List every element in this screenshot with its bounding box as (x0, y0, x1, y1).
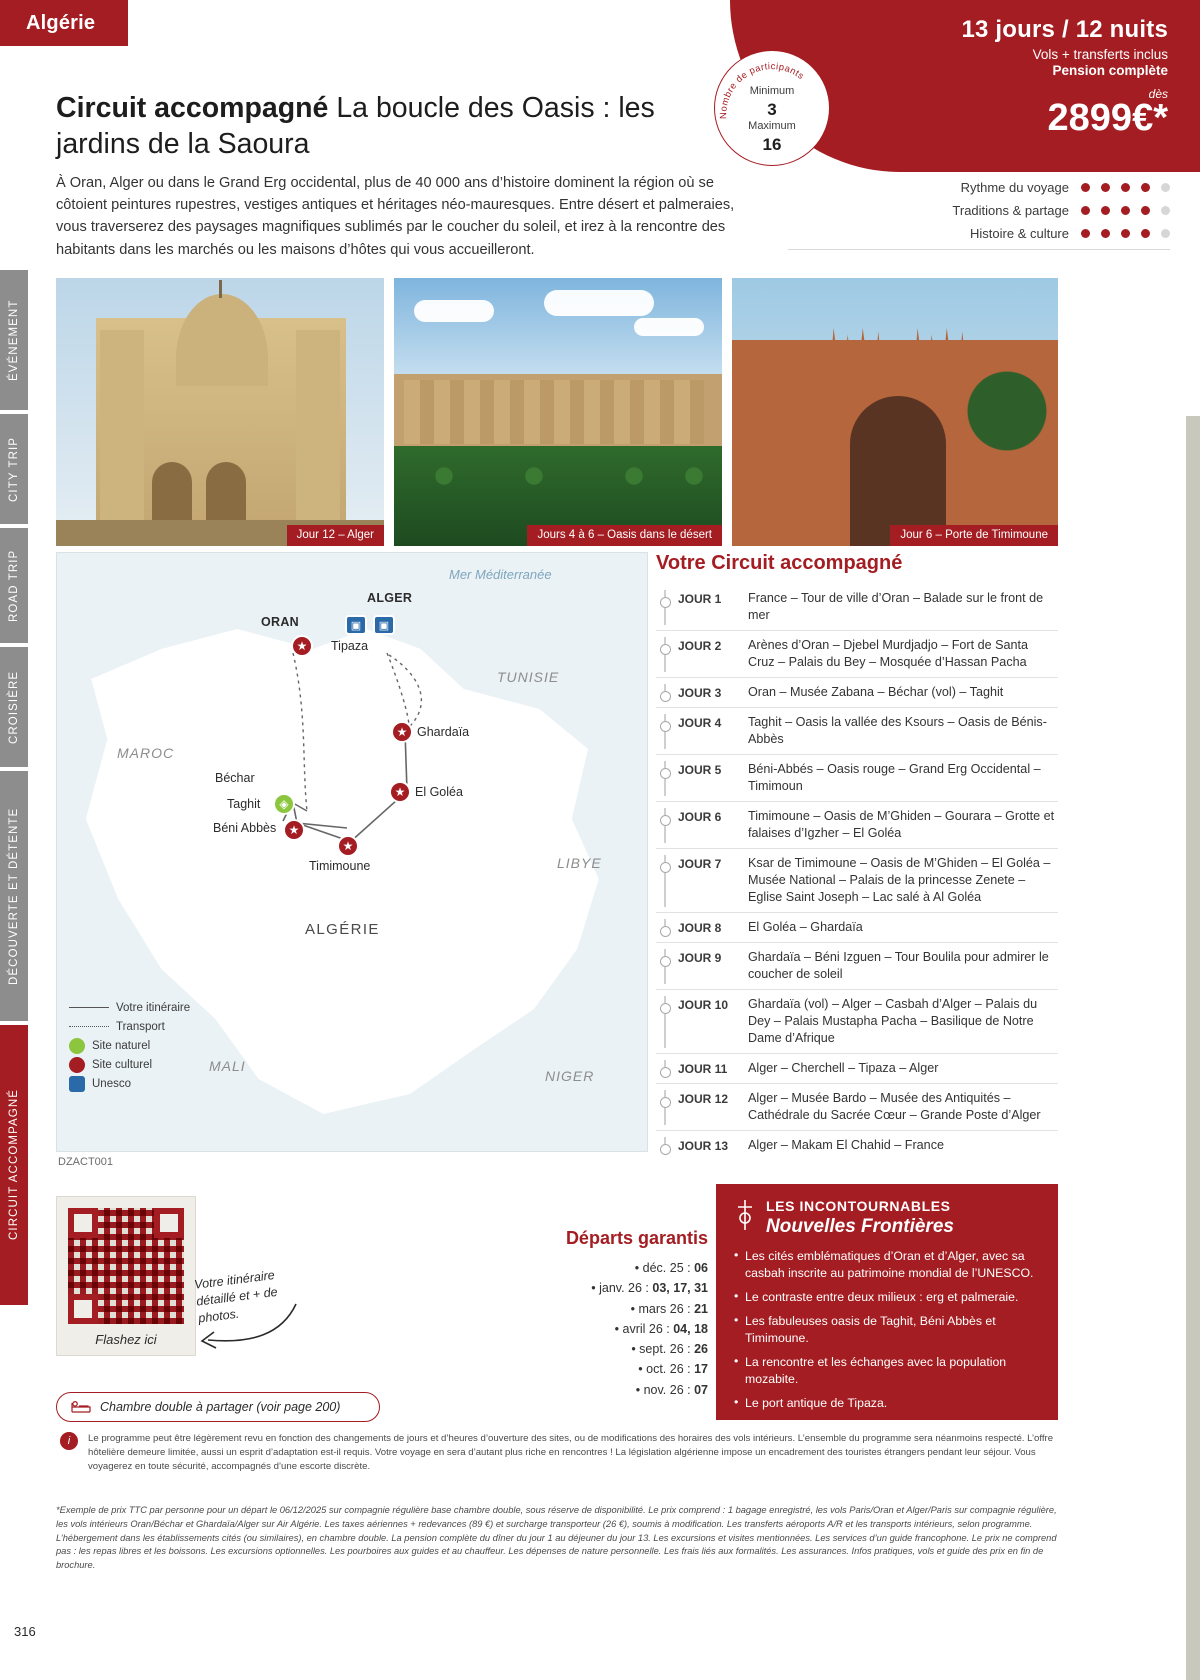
map-pin-elgolea[interactable]: ★ (389, 781, 411, 803)
unesco-icon (69, 1076, 85, 1092)
departures-title: Départs garantis (565, 1228, 708, 1248)
rating-dots (1081, 229, 1170, 238)
highlights-panel (716, 1184, 1058, 1420)
info-icon: i (60, 1432, 78, 1450)
itinerary-row: JOUR 6 Timimoune – Oasis de M’Ghiden – Gourara – Grotte et falaises d’Igzher – El Goléa (656, 802, 1058, 849)
stamp-values (715, 85, 829, 155)
map-pin-ghardaia[interactable]: ★ (391, 721, 413, 743)
day-bullet-icon (656, 637, 672, 671)
qr-handwritten-note: Votre itinéraire détaillé et + de photos. (193, 1268, 279, 1326)
red-pin-icon (69, 1057, 85, 1073)
legend-row-culturel: Site culturel (69, 1055, 249, 1074)
legend-row-itineraire: Votre itinéraire (69, 998, 249, 1017)
highlight-item: • Les cités emblématiques d’Oran et d’Alger, avec sa casbah inscrite au patrimoine mondial de l’UNESCO. (734, 1248, 1040, 1282)
program-note: Le programme peut être légèrement revu en fonction des changements de jours et d’heures d’ouverture des sites, ou de modifications des horaires des vols intérieurs. L’ensemble du programme sera néanmoins respecté. L’offre hôtelière demeure limitée, aussi un esprit d’adaptation est-il requis. Votre voyage en sera d’autant plus riche en rencontres ! La législation algérienne impose un encadrement des touristes étrangers pendant leur séjour. Vous voyagerez en toute sécurité, accompagnés d’une escorte discrète. (88, 1433, 1054, 1472)
map-pin-beni-abbes[interactable]: ★ (283, 819, 305, 841)
map-label-tunisie: TUNISIE (497, 669, 560, 685)
page-title-strong: Circuit accompagné (56, 92, 329, 124)
qr-flash-label: Flashez ici (95, 1332, 157, 1347)
rail-item-roadtrip[interactable]: ROAD TRIP (0, 528, 28, 643)
highlights-brand: Nouvelles Frontières (766, 1216, 954, 1237)
itinerary-row: JOUR 9 Ghardaïa – Béni Izguen – Tour Boulila pour admirer le coucher de soleil (656, 943, 1058, 990)
rating-row (788, 176, 1170, 199)
map-legend (69, 998, 249, 1093)
stamp-max-value: 16 (762, 134, 782, 154)
itinerary-row: JOUR 8 El Goléa – Ghardaïa (656, 913, 1058, 943)
photo-timimoune (732, 278, 1058, 546)
rating-label: Rythme du voyage (960, 180, 1069, 195)
map-city-alger: ALGER (367, 591, 413, 605)
departure-row: • sept. 26 : 26 (631, 1342, 708, 1356)
day-bullet-icon (656, 919, 672, 936)
rail-item-evenement[interactable]: ÉVÉNEMENT (0, 270, 28, 410)
map-label-libye: LIBYE (557, 855, 602, 871)
itinerary-title: Votre Circuit accompagné (656, 552, 903, 574)
compass-icon (734, 1198, 756, 1232)
photo-alger (56, 278, 384, 546)
day-bullet-icon (656, 996, 672, 1047)
day-bullet-icon (656, 714, 672, 748)
map-city-timimoune: Timimoune (309, 859, 371, 873)
map-city-taghit: Taghit (227, 797, 261, 811)
map-city-elgolea: El Goléa (415, 785, 463, 799)
map-city-tipaza: Tipaza (331, 639, 369, 653)
day-bullet-icon (656, 590, 672, 624)
country-tab: Algérie (0, 0, 128, 46)
rating-row (788, 222, 1170, 245)
map-label-niger: NIGER (545, 1068, 595, 1084)
departure-row: • déc. 25 : 06 (634, 1261, 708, 1275)
map-pin-timimoune[interactable]: ★ (337, 835, 359, 857)
rating-dots (1081, 206, 1170, 215)
qr-arrow-icon (186, 1300, 306, 1356)
itinerary-row: JOUR 3 Oran – Musée Zabana – Béchar (vol) – Taghit (656, 678, 1058, 708)
svg-text:Nombre de participants: Nombre de participants (718, 61, 807, 120)
map-pin-unesco-tipaza[interactable]: ▣ (345, 615, 367, 635)
itinerary-list (656, 584, 1058, 1160)
highlight-item: • Le contraste entre deux milieux : erg et palmeraie. (734, 1289, 1040, 1306)
legend-row-transport: Transport (69, 1017, 249, 1036)
participants-stamp (714, 50, 830, 166)
day-bullet-icon (656, 761, 672, 795)
highlights-list (734, 1248, 1040, 1412)
map-city-ghardaia: Ghardaïa (417, 725, 470, 739)
departure-row: • mars 26 : 21 (630, 1301, 708, 1316)
photo-strip (56, 278, 1058, 546)
highlights-kicker: LES INCONTOURNABLES (766, 1198, 951, 1214)
itinerary-row: JOUR 11 Alger – Cherchell – Tipaza – Alger (656, 1054, 1058, 1084)
itinerary-row: JOUR 2 Arènes d’Oran – Djebel Murdjadjo – Fort de Santa Cruz – Palais du Bey – Mosquée d’Hassan Pacha (656, 631, 1058, 678)
stamp-max-label: Maximum (748, 120, 796, 132)
stamp-min-value: 3 (767, 99, 777, 119)
departure-row: • oct. 26 : 17 (638, 1362, 708, 1377)
qr-code[interactable] (68, 1208, 184, 1324)
day-bullet-icon (656, 1090, 672, 1124)
stamp-min-label: Minimum (749, 85, 795, 97)
map-sea-label: Mer Méditerranée (449, 567, 552, 582)
itinerary-row: JOUR 1 France – Tour de ville d’Oran – Balade sur le front de mer (656, 584, 1058, 631)
shared-room-label: Chambre double à partager (voir page 200) (100, 1400, 341, 1414)
departure-row: • nov. 26 : 07 (635, 1382, 708, 1397)
rating-label: Histoire & culture (970, 226, 1069, 241)
legal-note: *Exemple de prix TTC par personne pour un départ le 06/12/2025 sur compagnie régulière base chambre double, sous réserve de disponibilité. Le prix comprend : 1 bagage enregistré, les vols Paris/Oran et Alger/Paris sur compagnie régulière, les vols intérieurs Oran/Béchar et Ghardaïa/Alger sur Air Algérie. Les taxes aériennes + redevances (89 €) et surcharge transporteur (26 €), soumis à modification. Les transferts aéroports A/R et les transports intérieurs, selon programme. L’hébergement dans les établissements cités (ou similaires), en chambre double. La pension complète du dîner du jour 1 au déjeuner du jour 13. Les excursions et visites mentionnées. Les services d’un guide francophone. Le prix ne comprend pas : les repas libres et les boissons. Les excursions optionnelles. Les pourboires aux guides et au chauffeur. Les dépenses de nature personnelle. Les frais liés aux formalités. Les assurances. Infos pratiques, vols et guide des prix en fin de brochure. (56, 1505, 1057, 1570)
departures-list (488, 1258, 708, 1400)
itinerary-row: JOUR 13 Alger – Makam El Chahid – France (656, 1131, 1058, 1160)
day-bullet-icon (656, 1137, 672, 1154)
page-right-edge (1186, 416, 1200, 1680)
highlight-item: • La rencontre et les échanges avec la population mozabite. (734, 1354, 1040, 1388)
ratings (788, 176, 1170, 245)
board-label: Pension complète (1052, 63, 1168, 78)
photo-oasis (394, 278, 722, 546)
itinerary-row: JOUR 12 Alger – Musée Bardo – Musée des Antiquités – Cathédrale du Sacrée Cœur – Grande Poste d’Alger (656, 1084, 1058, 1131)
day-bullet-icon (656, 1060, 672, 1077)
photo-caption: Jours 4 à 6 – Oasis dans le désert (527, 525, 722, 546)
rail-item-citytrip[interactable]: CITY TRIP (0, 414, 28, 524)
rating-dots (1081, 183, 1170, 192)
itinerary-map[interactable] (56, 552, 648, 1152)
page-number: 316 (14, 1624, 36, 1639)
highlight-item: • Les fabuleuses oasis de Taghit, Béni Abbès et Timimoune. (734, 1313, 1040, 1347)
duration-label: 13 jours / 12 nuits (961, 16, 1168, 43)
page-title (56, 90, 716, 163)
green-pin-icon (69, 1038, 85, 1054)
legend-row-unesco: Unesco (69, 1074, 249, 1093)
map-city-bechar: Béchar (215, 771, 255, 785)
price-value: 2899€* (1047, 97, 1168, 139)
page-title-rest: La boucle des Oasis : les jardins de la Saoura (56, 92, 655, 161)
itinerary-row: JOUR 10 Ghardaïa (vol) – Alger – Casbah d’Alger – Palais du Dey – Palais Mustapha Pacha – Basilique de Notre Dame d’Afrique (656, 990, 1058, 1054)
departure-row: • janv. 26 : 03, 17, 31 (591, 1281, 708, 1296)
photo-caption: Jour 12 – Alger (287, 525, 384, 546)
rail-item-decouverte[interactable]: DÉCOUVERTE ET DÉTENTE (0, 771, 28, 1021)
map-label-mali: MALI (209, 1058, 246, 1074)
itinerary-row: JOUR 4 Taghit – Oasis la vallée des Ksours – Oasis de Bénis-Abbès (656, 708, 1058, 755)
map-city-beni-abbes: Béni Abbès (213, 821, 277, 835)
map-pin-oran[interactable]: ★ (291, 635, 313, 657)
rating-label: Traditions & partage (952, 203, 1069, 218)
map-label-algerie: ALGÉRIE (305, 921, 380, 938)
flights-label: Vols + transferts inclus (1032, 47, 1168, 62)
map-pin-taghit[interactable]: ◈ (273, 793, 295, 815)
intro-text: À Oran, Alger ou dans le Grand Erg occidental, plus de 40 000 ans d’histoire dominent la région où se côtoient peintures rupestres, vestiges antiques et héritages néo-mauresques. Entre désert et palmeraies, vous traverserez des paysages magnifiques sublimés par le coucher du soleil, et irez à la rencontre des habitants dans les marchés ou les maisons d’hôtes qui vous accueilleront. (56, 175, 735, 258)
departure-row: • avril 26 : 04, 18 (614, 1321, 708, 1336)
map-label-maroc: MAROC (117, 745, 175, 761)
day-bullet-icon (656, 949, 672, 983)
legend-row-naturel: Site naturel (69, 1036, 249, 1055)
day-bullet-icon (656, 855, 672, 906)
map-product-code: DZACT001 (58, 1156, 114, 1168)
itinerary-row: JOUR 5 Béni-Abbés – Oasis rouge – Grand Erg Occidental – Timimoun (656, 755, 1058, 802)
bed-icon (71, 1400, 91, 1414)
rail-item-croisiere[interactable]: CROISIÈRE (0, 647, 28, 767)
itinerary-row: JOUR 7 Ksar de Timimoune – Oasis de M’Ghiden – El Goléa – Musée National – Palais de la princesse Zenete – Eglise Saint Joseph – Lac salé à Al Goléa (656, 849, 1058, 913)
map-pin-unesco-alger[interactable]: ▣ (373, 615, 395, 635)
map-city-oran: ORAN (261, 615, 300, 629)
section-rail (0, 0, 28, 1680)
day-bullet-icon (656, 684, 672, 701)
day-bullet-icon (656, 808, 672, 842)
from-label: dès (1148, 87, 1168, 101)
photo-caption: Jour 6 – Porte de Timimoune (890, 525, 1058, 546)
shared-room-badge[interactable] (56, 1392, 380, 1422)
rating-row (788, 199, 1170, 222)
highlight-item: • Le port antique de Tipaza. (734, 1395, 1040, 1412)
rail-item-circuit-accompagne[interactable]: CIRCUIT ACCOMPAGNÉ (0, 1025, 28, 1305)
ratings-divider (788, 249, 1170, 250)
